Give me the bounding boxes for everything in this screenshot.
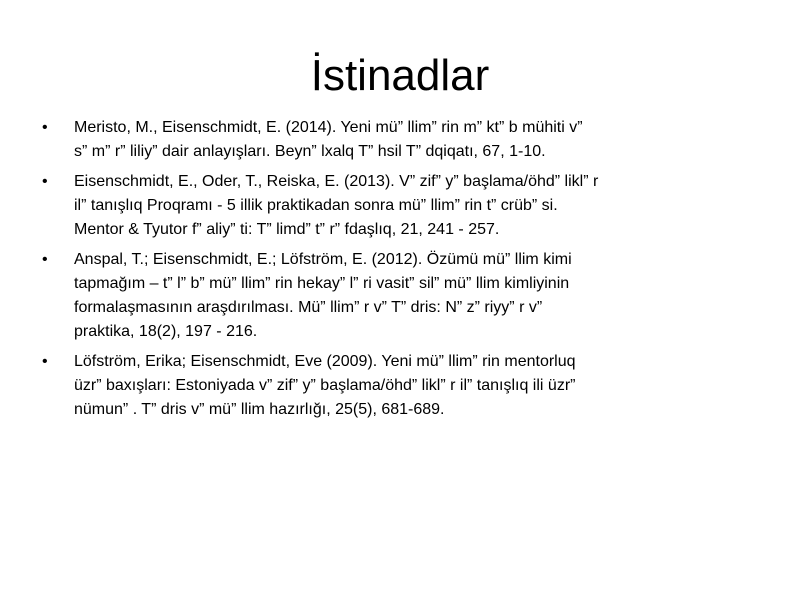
reference-line: Eisenschmidt, E., Oder, T., Reiska, E. (2013). V” zif” y” başlama/öhd” likl” r — [74, 173, 599, 190]
reference-list — [40, 116, 730, 428]
reference-item — [40, 350, 730, 422]
reference-item — [40, 170, 730, 242]
reference-line: s” m” r” liliy” dair anlayışları. Beyn” lxalq T” hsil T” dqiqatı, 67, 1-10. — [74, 143, 546, 160]
reference-line: Mentor & Tyutor f” aliy” ti: T” limd” t” r” fdaşlıq, 21, 241 - 257. — [74, 221, 500, 238]
bullet-icon: • — [42, 119, 48, 136]
reference-line: üzr” baxışları: Estoniyada v” zif” y” başlama/öhd” likl” r il” tanışlıq ili üzr” — [74, 377, 576, 394]
reference-line: tapmağım – t” l” b” mü” llim” rin hekay” l” ri vasit” sil” mü” llim kimliyinin — [74, 275, 570, 292]
reference-line: Meristo, M., Eisenschmidt, E. (2014). Yeni mü” llim” rin m” kt” b mühiti v” — [74, 119, 583, 136]
reference-item — [40, 116, 730, 164]
bullet-icon: • — [42, 173, 48, 190]
reference-line: praktika, 18(2), 197 - 216. — [74, 323, 258, 340]
bullet-icon: • — [42, 353, 48, 370]
reference-line: Anspal, T.; Eisenschmidt, E.; Löfström, E. (2012). Özümü mü” llim kimi — [74, 251, 572, 268]
reference-line: il” tanışlıq Proqramı - 5 illik praktikadan sonra mü” llim” rin t” crüb” si. — [74, 197, 558, 214]
reference-item — [40, 248, 730, 344]
reference-line: nümun” . T” dris v” mü” llim hazırlığı, 25(5), 681-689. — [74, 401, 445, 418]
reference-line: formalaşmasının araşdırılması. Mü” llim” r v” T” dris: N” z” riyy” r v” — [74, 299, 543, 316]
slide-title: İstinadlar — [310, 51, 490, 100]
bullet-icon: • — [42, 251, 48, 268]
reference-line: Löfström, Erika; Eisenschmidt, Eve (2009). Yeni mü” llim” rin mentorluq — [74, 353, 576, 370]
